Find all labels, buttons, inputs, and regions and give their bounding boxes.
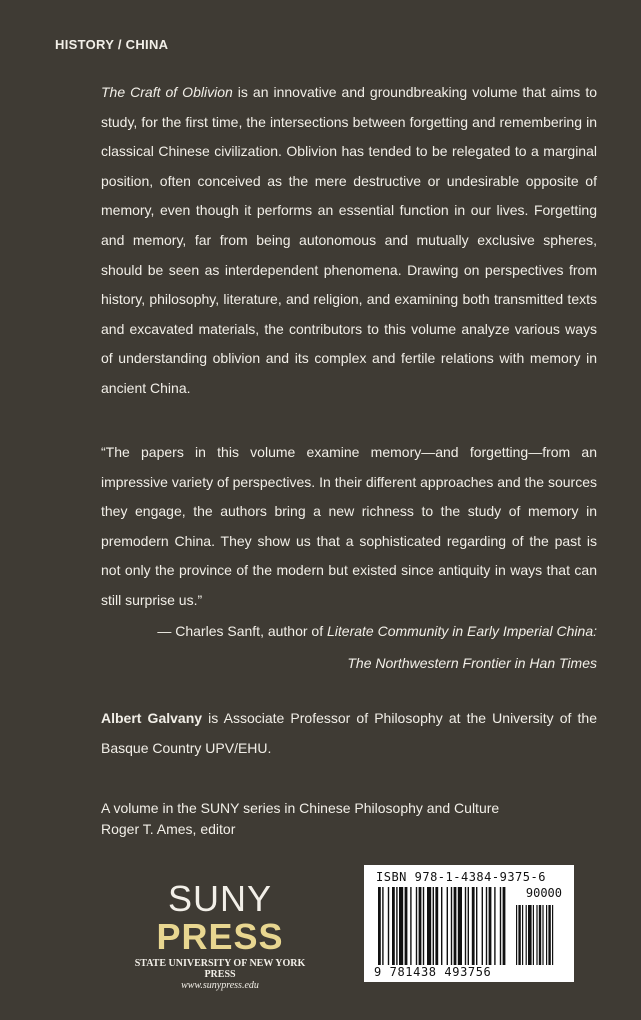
logo-tagline: STATE UNIVERSITY OF NEW YORK PRESS — [134, 958, 306, 980]
book-description — [101, 78, 597, 404]
author-bio-text: is Associate Professor of Philosophy at the University of the Basque Country UPV/EHU. — [101, 710, 597, 756]
publisher-url: www.sunypress.edu — [181, 980, 259, 991]
price-code: 90000 — [525, 886, 562, 900]
isbn-text: ISBN 978-1-4384-9375-6 — [376, 870, 546, 884]
isbn-barcode — [364, 865, 574, 982]
series-info — [101, 798, 499, 840]
book-title: The Craft of Oblivion — [101, 84, 233, 100]
attribution-prefix: — Charles Sanft, author of — [157, 623, 327, 639]
series-name: A volume in the SUNY series in Chinese Philosophy and Culture — [101, 800, 500, 816]
series-editor: Roger T. Ames, editor — [101, 821, 236, 837]
logo-suny: SUNY — [167, 878, 273, 919]
endorsement-attribution — [101, 615, 597, 679]
author-bio — [101, 704, 597, 763]
barcode-digits: 9 781438 493756 — [374, 965, 492, 979]
barcode-bars — [376, 883, 562, 965]
author-name: Albert Galvany — [101, 710, 203, 726]
description-text: is an innovative and groundbreaking volume that aims to study, for the first time, the intersections between forgetting and remembering in classical Chinese civilization. Oblivion has tended to be relegated to a marginal position, often conceived as the mere destructive or undesirable opposite of memory, even though it performs an essential function in our lives. Forgetting and memory, far from being autonomous and mutually exclusive spheres, should be seen as interdependent phenomena. Drawing on perspectives from history, philosophy, literature, and religion, and examining both transmitted texts and excavated materials, the contributors to this volume analyze various ways of understanding oblivion and its complex and fertile relations with memory in ancient China. — [101, 84, 597, 396]
logo-press: PRESS — [156, 916, 284, 957]
category-label: HISTORY / CHINA — [55, 37, 169, 52]
publisher-logo — [120, 880, 320, 991]
attribution-book-line2: The Northwestern Frontier in Han Times — [347, 655, 597, 671]
attribution-book-line1: Literate Community in Early Imperial China: — [327, 623, 597, 639]
endorsement-quote: “The papers in this volume examine memory—and forgetting—from an impressive variety of perspectives. In their different approaches and the sources they engage, the authors bring a new richness to the study of memory in premodern China. They show us that a sophisticated regarding of the past is not only the province of the modern but existed since antiquity in ways that can still surprise us.” — [101, 444, 597, 608]
